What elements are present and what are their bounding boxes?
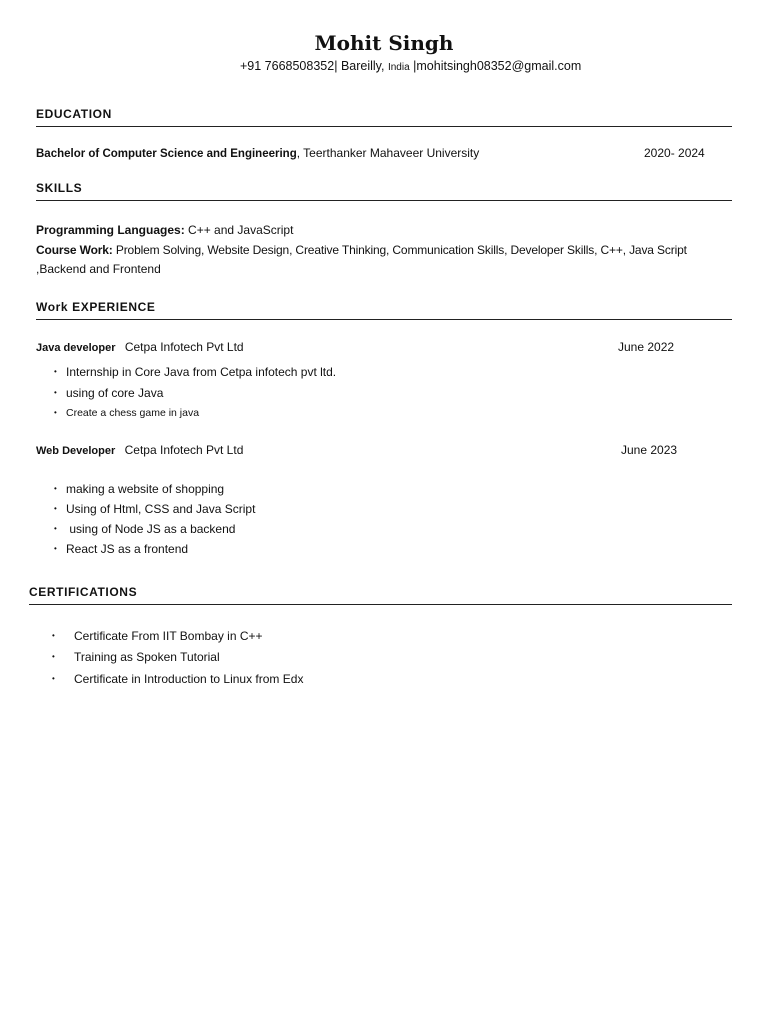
course-work-label: Course Work: — [36, 243, 113, 257]
course-work-value: Problem Solving, Website Design, Creative Thinking, Communication Skills, Developer Skills, C++, Java Script — [112, 243, 687, 257]
bullet-icon: • — [52, 674, 55, 683]
job-web-developer — [36, 443, 243, 457]
education-entry — [36, 146, 479, 160]
job-company: Cetpa Infotech Pvt Ltd — [124, 340, 244, 354]
experience-heading: Work EXPERIENCE — [36, 300, 156, 314]
skills-heading: SKILLS — [36, 181, 83, 195]
bullet-icon: • — [54, 408, 57, 417]
candidate-name: Mohit Singh — [314, 31, 454, 55]
programming-languages-line — [36, 223, 293, 237]
education-years: 2020- 2024 — [644, 146, 705, 160]
bullet-icon: • — [52, 631, 55, 640]
job-date: June 2023 — [621, 443, 678, 457]
programming-value: C++ and JavaScript — [184, 223, 294, 237]
degree: Bachelor of Computer Science and Engineering — [36, 148, 297, 160]
skills-divider — [36, 200, 732, 201]
bullet-icon: • — [52, 652, 55, 661]
education-heading: EDUCATION — [36, 107, 112, 121]
job-role: Java developer — [36, 342, 116, 354]
programming-label: Programming Languages: — [36, 223, 185, 237]
bullet-icon: • — [54, 367, 57, 376]
course-work-line — [36, 243, 687, 257]
bullet-icon: • — [54, 388, 57, 397]
job-date: June 2022 — [618, 340, 675, 354]
education-divider — [36, 126, 732, 127]
contact-line — [240, 59, 581, 73]
bullet-icon: • — [54, 524, 57, 533]
bullet-icon: • — [54, 484, 57, 493]
city: Bareilly, — [340, 59, 385, 73]
job-role: Web Developer — [36, 445, 116, 457]
phone: +91 7668508352| — [240, 59, 338, 73]
experience-divider — [36, 319, 732, 320]
certifications-divider — [29, 604, 732, 605]
school: , Teerthanker Mahaveer University — [296, 146, 480, 160]
email: |mohitsingh08352@gmail.com — [413, 59, 582, 73]
certifications-heading: CERTIFICATIONS — [29, 585, 138, 599]
country: India — [387, 62, 410, 73]
job-java-developer — [36, 340, 244, 354]
bullet-icon: • — [54, 544, 57, 553]
course-work-continued: ,Backend and Frontend — [36, 262, 161, 276]
bullet-icon: • — [54, 504, 57, 513]
job-company: Cetpa Infotech Pvt Ltd — [124, 443, 244, 457]
